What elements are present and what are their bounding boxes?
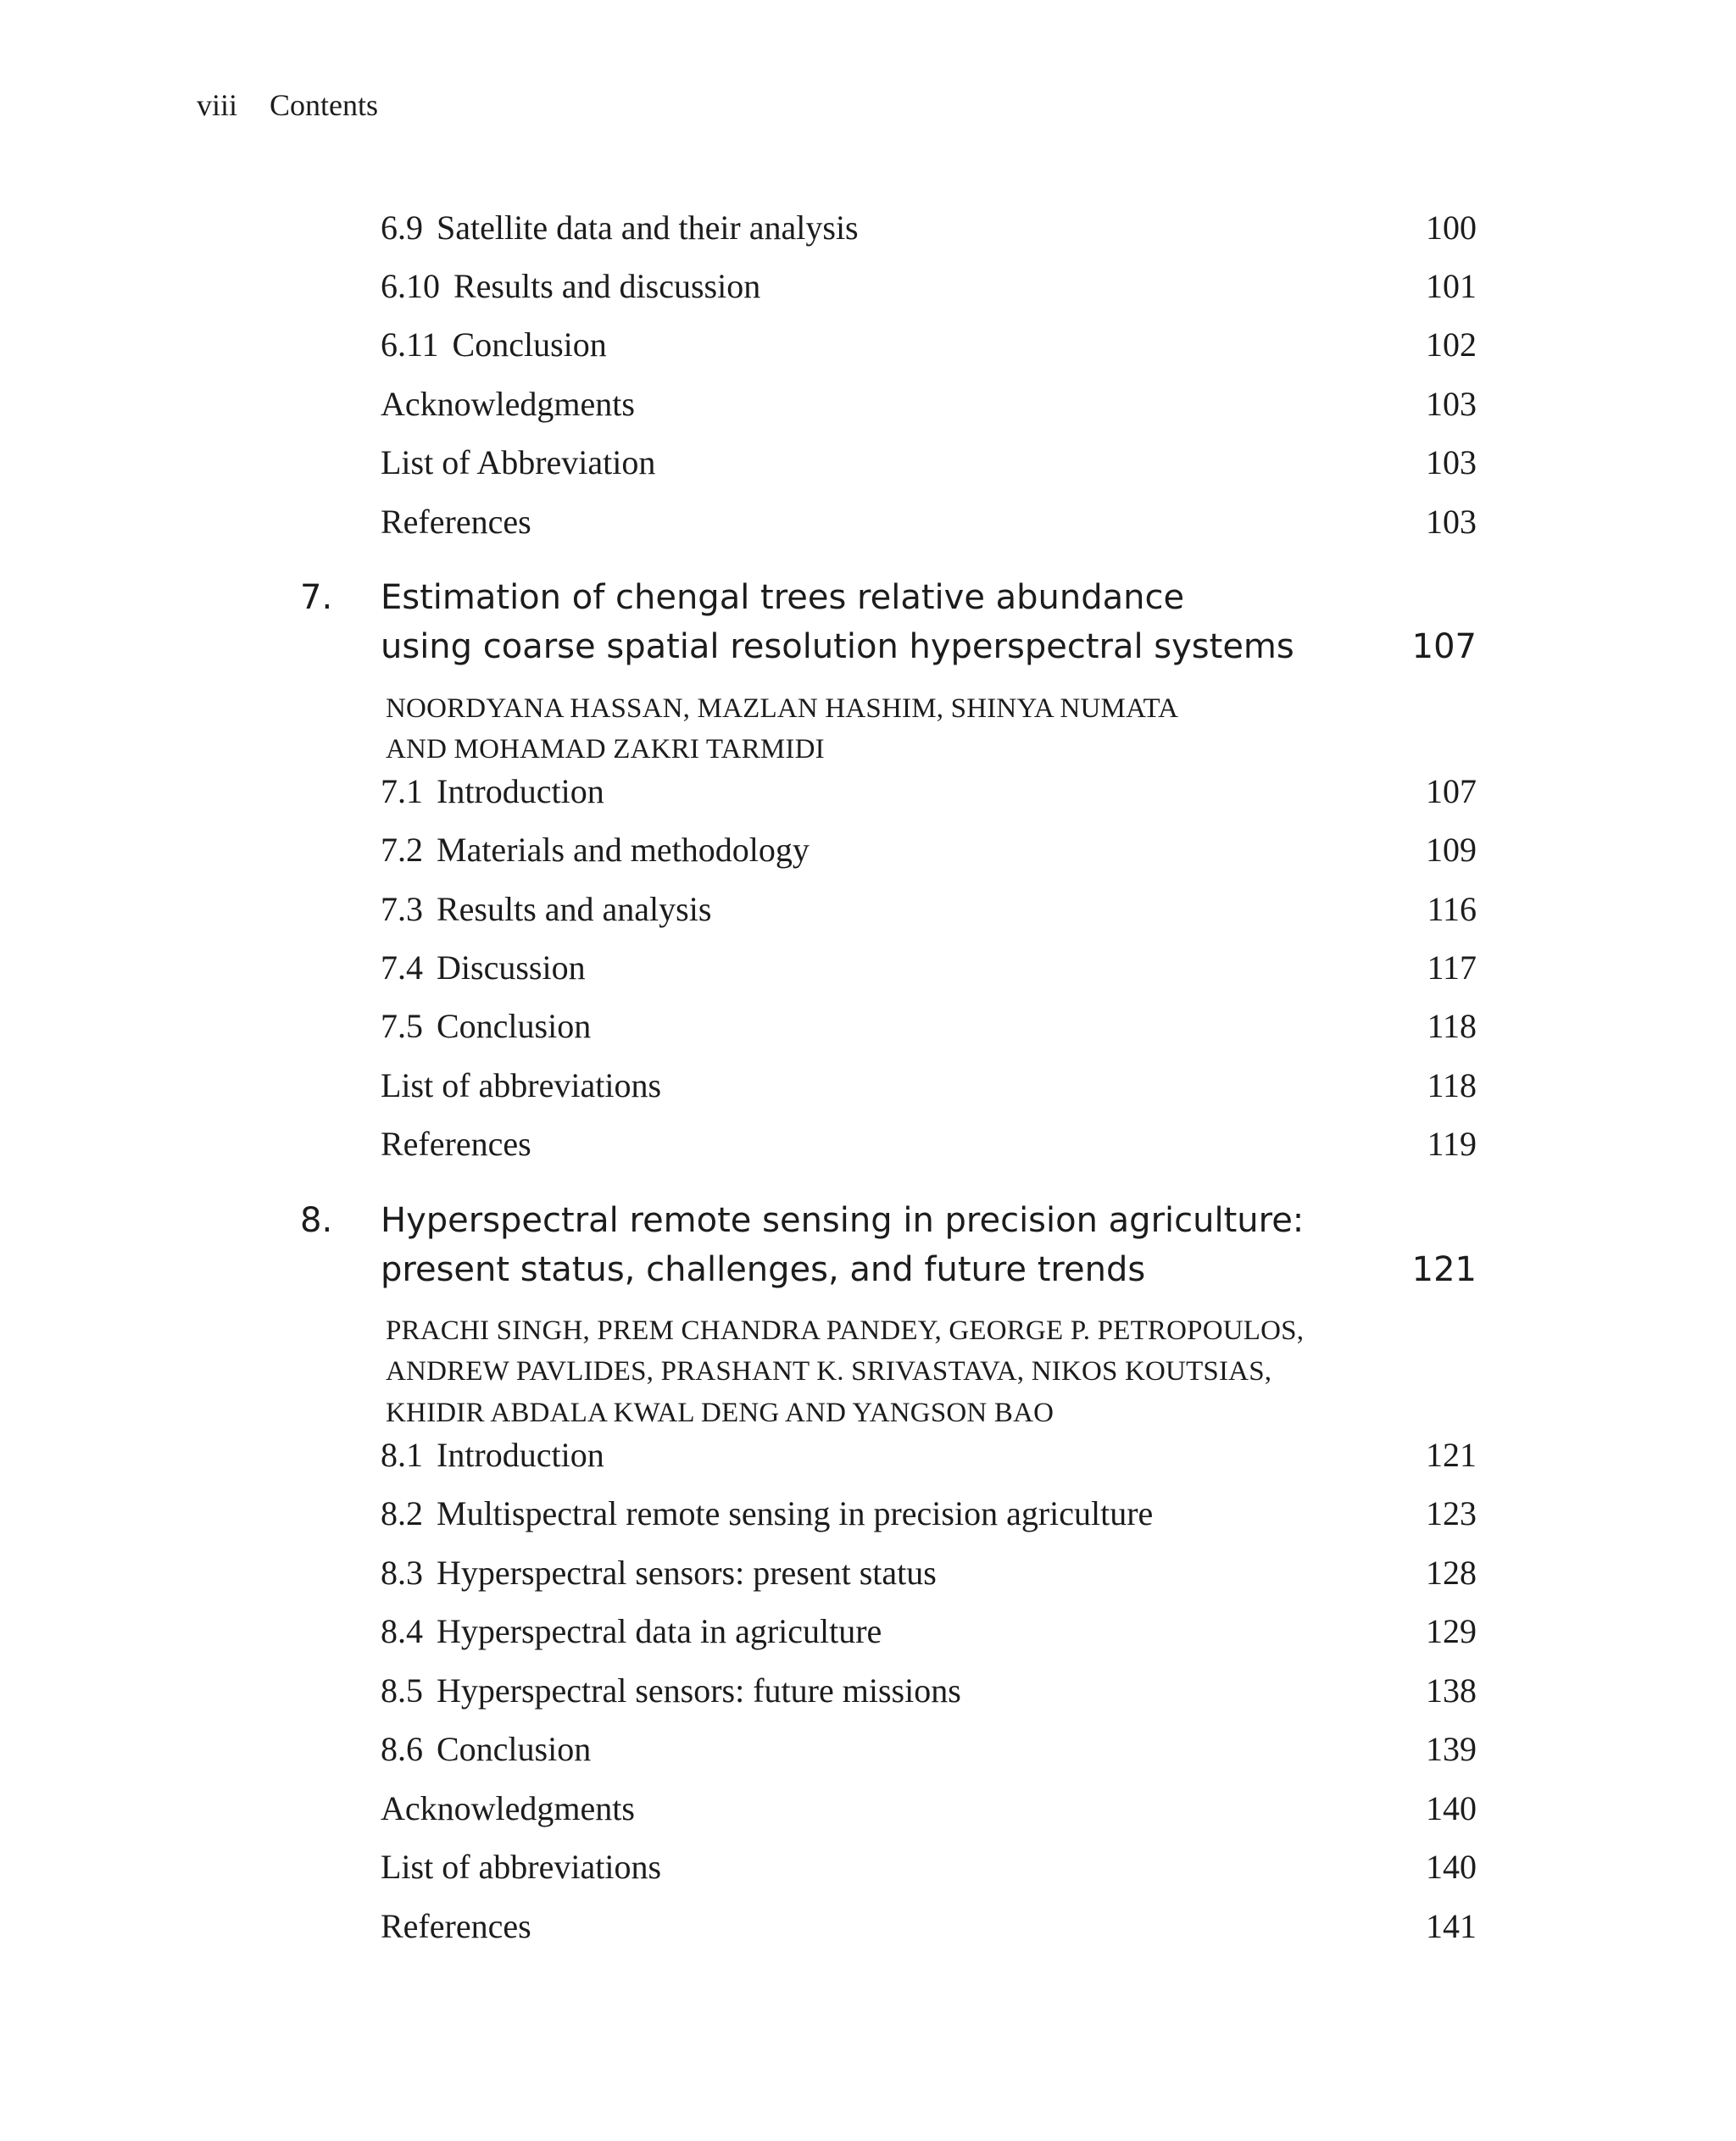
section-number: 6.11 [381,325,439,364]
chapter-authors: NOORDYANA HASSAN, MAZLAN HASHIM, SHINYA NUMATA [386,693,1179,724]
section-title: References [381,503,531,541]
section-title: Acknowledgments [381,385,635,423]
section-title: Multispectral remote sensing in precision agriculture [437,1494,1154,1532]
section-title: Conclusion [437,1730,592,1768]
chapter-title-line[interactable] [381,1196,1477,1245]
section-number: 7.4 [381,948,423,987]
toc-entry[interactable] [381,204,1477,252]
section-page-number: 141 [1426,1907,1477,1945]
section-title: Hyperspectral sensors: future missions [437,1671,961,1710]
toc-entry[interactable] [381,768,1477,815]
section-title: Materials and methodology [437,831,810,869]
chapter-number: 8. [300,1201,333,1240]
section-number: 8.2 [381,1494,423,1532]
chapter-title-line[interactable] [381,1245,1477,1294]
section-title: Introduction [437,772,604,810]
toc-entry[interactable] [381,439,1477,487]
section-number: 8.1 [381,1436,423,1474]
section-title: References [381,1125,531,1163]
section-page-number: 102 [1426,325,1477,364]
toc-entry[interactable] [381,1549,1477,1597]
toc-entry[interactable] [381,886,1477,933]
chapter-page-number: 121 [1411,1250,1477,1289]
toc-entry[interactable] [381,263,1477,310]
section-page-number: 140 [1426,1848,1477,1886]
toc-entry[interactable] [381,826,1477,874]
section-number: 7.2 [381,831,423,869]
section-number: 6.9 [381,209,423,247]
section-title: References [381,1907,531,1945]
section-title: Results and analysis [437,890,712,928]
section-page-number: 117 [1427,948,1477,987]
section-title: Discussion [437,948,586,987]
chapter-authors: PRACHI SINGH, PREM CHANDRA PANDEY, GEORGE P. PETROPOULOS, [386,1315,1305,1346]
section-page-number: 100 [1426,209,1477,247]
section-title: Hyperspectral sensors: present status [437,1554,937,1592]
section-page-number: 129 [1426,1612,1477,1650]
section-page-number: 119 [1427,1125,1477,1163]
toc-entry[interactable] [381,1062,1477,1109]
section-page-number: 116 [1427,890,1477,928]
section-title: Hyperspectral data in agriculture [437,1612,882,1650]
section-number: 8.6 [381,1730,423,1768]
chapter-authors: KHIDIR ABDALA KWAL DENG AND YANGSON BAO [386,1398,1054,1428]
section-page-number: 140 [1426,1789,1477,1827]
toc-entry[interactable] [381,1843,1477,1891]
section-number: 7.1 [381,772,423,810]
toc-entry[interactable] [381,1121,1477,1168]
section-page-number: 109 [1426,831,1477,869]
chapter-title: present status, challenges, and future trends [381,1250,1146,1289]
section-title: Introduction [437,1436,604,1474]
section-title: Satellite data and their analysis [437,209,859,247]
section-page-number: 123 [1426,1494,1477,1532]
chapter-authors: AND MOHAMAD ZAKRI TARMIDI [386,734,825,765]
section-page-number: 103 [1426,503,1477,541]
section-page-number: 118 [1427,1066,1477,1104]
toc-entry[interactable] [381,1490,1477,1538]
section-title: List of abbreviations [381,1066,662,1104]
toc-entry[interactable] [381,1667,1477,1715]
toc-entry[interactable] [381,1726,1477,1773]
section-title: List of Abbreviation [381,443,656,481]
section-page-number: 107 [1426,772,1477,810]
section-page-number: 121 [1426,1436,1477,1474]
chapter-page-number: 107 [1411,627,1477,666]
section-number: 8.5 [381,1671,423,1710]
toc-entry[interactable] [381,944,1477,992]
section-page-number: 103 [1426,385,1477,423]
section-title: Results and discussion [453,267,761,305]
toc-entry[interactable] [381,1608,1477,1655]
section-number: 6.10 [381,267,440,305]
toc-entry[interactable] [381,1432,1477,1479]
toc-entry[interactable] [381,321,1477,369]
section-page-number: 101 [1426,267,1477,305]
chapter-title: Hyperspectral remote sensing in precision agriculture: [381,1201,1305,1240]
chapter-title: Estimation of chengal trees relative abundance [381,578,1185,617]
toc-entry[interactable] [381,381,1477,428]
toc-entry[interactable] [381,1903,1477,1950]
section-page-number: 103 [1426,443,1477,481]
chapter-number: 7. [300,578,333,617]
section-page-number: 128 [1426,1554,1477,1592]
section-page-number: 139 [1426,1730,1477,1768]
section-number: 8.3 [381,1554,423,1592]
section-title: Conclusion [437,1007,592,1045]
toc-entry[interactable] [381,1785,1477,1832]
section-number: 7.3 [381,890,423,928]
section-number: 7.5 [381,1007,423,1045]
section-number: 8.4 [381,1612,423,1650]
chapter-title: using coarse spatial resolution hyperspectral systems [381,627,1294,666]
chapter-title-line[interactable] [381,573,1477,622]
section-title: List of abbreviations [381,1848,662,1886]
section-title: Acknowledgments [381,1789,635,1827]
toc-entry[interactable] [381,1003,1477,1050]
section-page-number: 138 [1426,1671,1477,1710]
chapter-authors: ANDREW PAVLIDES, PRASHANT K. SRIVASTAVA, NIKOS KOUTSIAS, [386,1356,1272,1387]
section-title: Conclusion [452,325,607,364]
page-number: viii [197,88,238,122]
chapter-title-line[interactable] [381,622,1477,671]
running-head-title: Contents [270,88,379,122]
section-page-number: 118 [1427,1007,1477,1045]
toc-entry[interactable] [381,498,1477,546]
